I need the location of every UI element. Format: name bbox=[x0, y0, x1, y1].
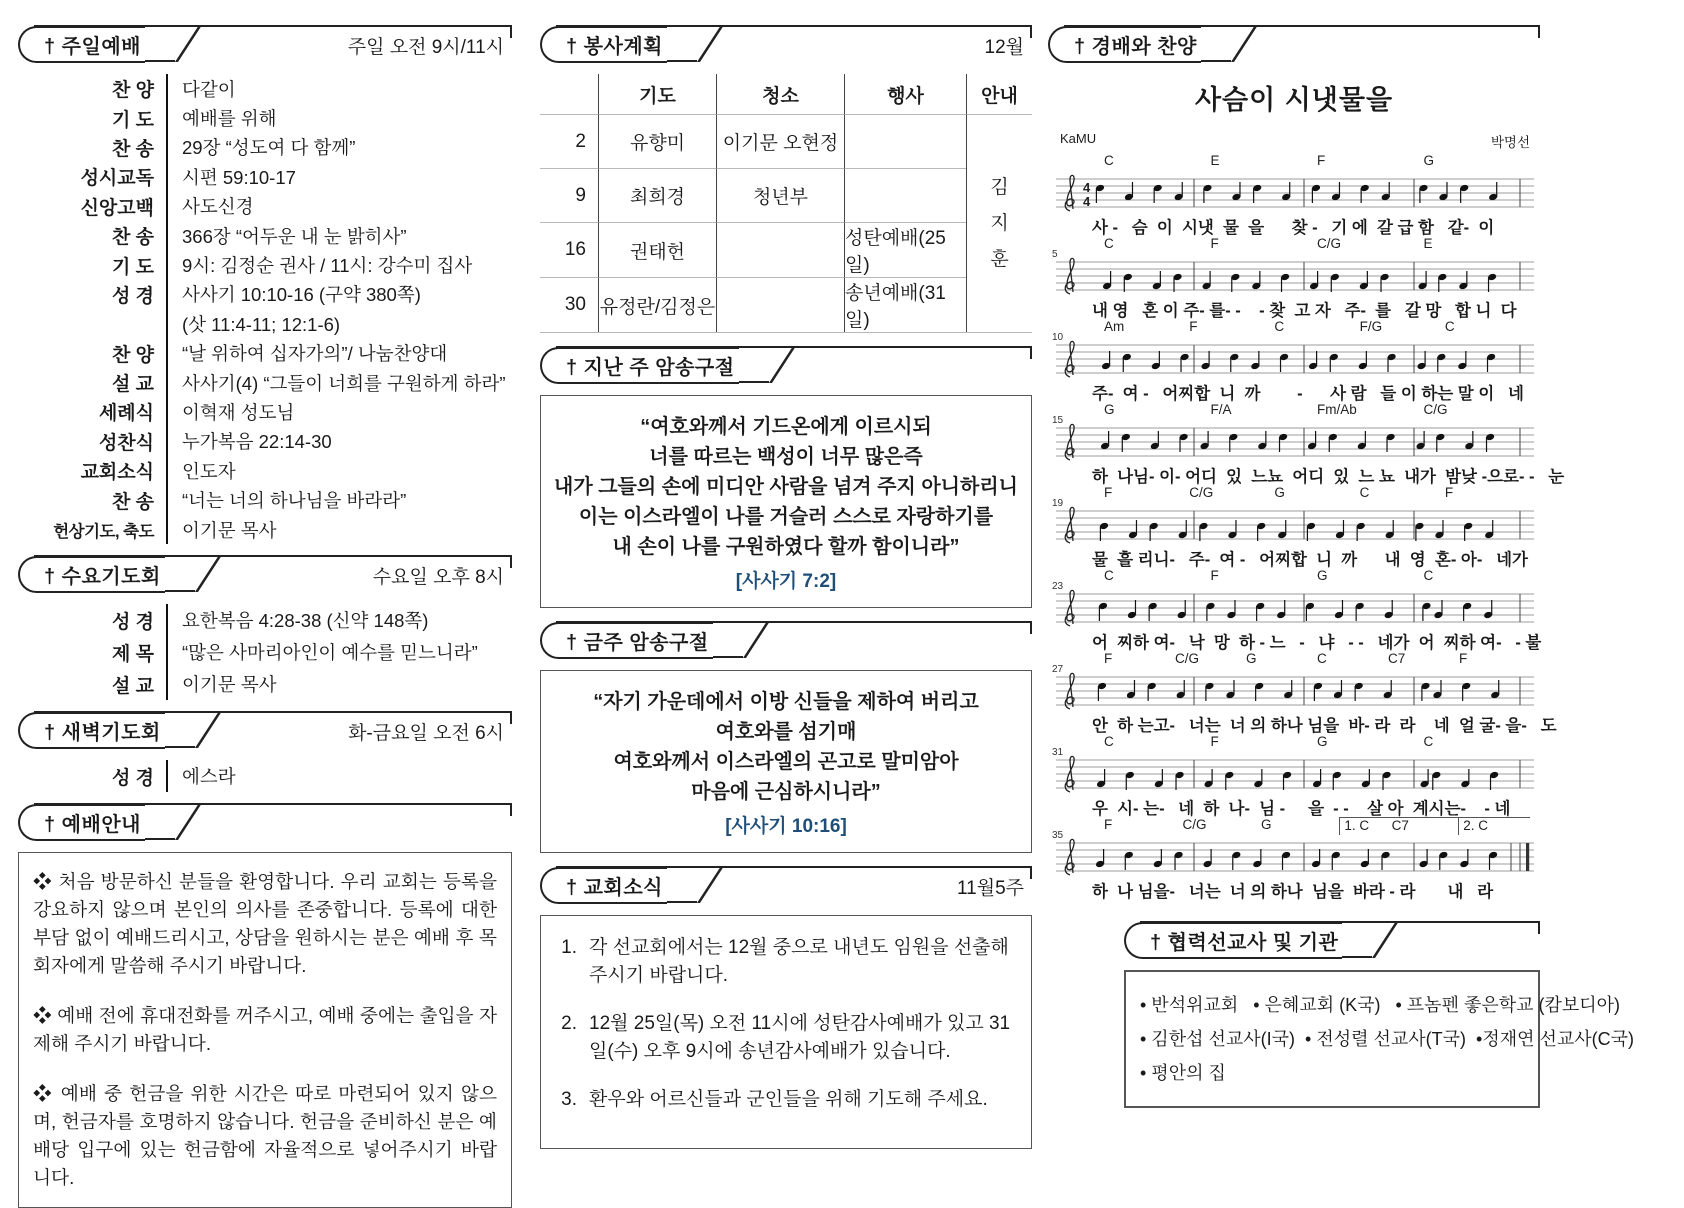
chord-row bbox=[1104, 734, 1530, 749]
mission-line: • 반석위교회 • 은혜교회 (K국) • 프놈펜 좋은학교 (캄보디아) bbox=[1140, 995, 1621, 1015]
order-value: 366장 “어두운 내 눈 밝히사” bbox=[182, 225, 407, 247]
order-label: 신앙고백 bbox=[18, 192, 168, 221]
order-label: 제 목 bbox=[18, 636, 168, 668]
dawn-prayer-time: 화-금요일 오전 6시 bbox=[348, 723, 504, 745]
chord: F bbox=[1459, 651, 1468, 666]
last-week-verse-header bbox=[540, 347, 1032, 387]
service-plan-table bbox=[540, 74, 1032, 333]
staff-notation bbox=[1056, 335, 1534, 381]
this-week-verse-box bbox=[540, 670, 1032, 853]
chord: C bbox=[1423, 734, 1434, 749]
column-right bbox=[1048, 26, 1635, 1108]
staff-notation bbox=[1056, 667, 1534, 713]
lyrics-line: 우 시- 는- 네 하 나- 님 - 을 - - 살 아 계시는- - 네 bbox=[1092, 800, 1511, 818]
staff-notation bbox=[1056, 501, 1534, 547]
order-value: 이혁재 성도님 bbox=[182, 401, 295, 423]
section-title: † 봉사계획 bbox=[566, 36, 663, 58]
section-title: † 협력선교사 및 기관 bbox=[1150, 932, 1339, 954]
chord: C bbox=[1444, 319, 1455, 334]
lyrics-line: 하 나 님을- 너는 너 의 하나 님을 바라 - 라 내 라 bbox=[1092, 883, 1494, 901]
verse-line: 내 손이 나를 구원하였다 할까 함이니라” bbox=[612, 536, 960, 558]
slash-decoration bbox=[175, 26, 201, 62]
chord-row bbox=[1104, 236, 1530, 251]
section-title: † 교회소식 bbox=[566, 877, 663, 899]
lyrics-line: 안 하 는고- 너는 너 의 하나 님을 바- 라 라 네 얼 굴- 을- 도 bbox=[1092, 717, 1557, 735]
chord: C bbox=[1104, 153, 1114, 168]
staff-system bbox=[1048, 817, 1540, 900]
table-cell-event bbox=[844, 114, 966, 168]
chord: F bbox=[1317, 153, 1326, 168]
chord: C/G bbox=[1182, 817, 1207, 832]
order-value: 요한복음 4:28-38 (신약 148쪽) bbox=[182, 610, 429, 632]
mission-section bbox=[1124, 922, 1635, 1108]
worship-guide-box bbox=[18, 852, 512, 1208]
church-news-header bbox=[540, 867, 1032, 907]
chord: G bbox=[1423, 153, 1435, 168]
order-value: “날 위하여 십자가의”/ 나눔찬양대 bbox=[182, 343, 448, 365]
news-item bbox=[555, 1086, 1015, 1114]
verse-reference: [사사기 7:2] bbox=[735, 571, 837, 592]
verse-line: 이는 이스라엘이 나를 거슬러 스스로 자랑하기를 bbox=[578, 506, 994, 528]
table-cell-date: 30 bbox=[540, 277, 598, 332]
song-credits bbox=[1048, 131, 1540, 153]
header-tick bbox=[1030, 621, 1032, 634]
chord: C bbox=[1317, 651, 1327, 666]
wednesday-prayer-time: 수요일 오후 8시 bbox=[372, 567, 504, 589]
staff-system bbox=[1048, 734, 1540, 817]
chord: F bbox=[1210, 734, 1219, 749]
volta-1: 1. C C7 bbox=[1339, 817, 1458, 835]
guide-paragraph: ❖ 예배 중 헌금을 위한 시간은 따로 마련되어 있지 않으며, 헌금자를 호명하지 않습니다. 헌금을 준비하신 분은 예배당 입구에 있는 헌금함에 자율적으로 넣어주시기 바랍니다. bbox=[33, 1083, 497, 1189]
guide-paragraph: ❖ 예배 전에 휴대전화를 꺼주시고, 예배 중에는 출입을 자제해 주시기 바랍니다. bbox=[33, 1005, 497, 1055]
news-number: 3. bbox=[561, 1089, 577, 1110]
column-middle bbox=[540, 26, 1032, 1149]
lyrics-line: 어 찌하 여- 낙 망 하 - 느 - 냐 - - 네가 어 찌하 여- - 불 bbox=[1092, 634, 1542, 652]
section-title: † 지난 주 암송구절 bbox=[566, 357, 735, 379]
header-gap bbox=[145, 804, 175, 840]
chord: F/A bbox=[1210, 402, 1232, 417]
slash-decoration bbox=[195, 712, 221, 748]
staff-notation bbox=[1056, 418, 1534, 464]
service-plan-month: 12월 bbox=[984, 37, 1024, 58]
header-tick bbox=[1538, 25, 1540, 38]
sunday-worship-time: 주일 오전 9시/11시 bbox=[347, 37, 504, 58]
lyrics-line: 주- 여 - 어찌합 니 까 - 사 람 들 이 하는 말 이 네 bbox=[1092, 385, 1524, 403]
table-cell-event: 성탄예배(25일) bbox=[844, 222, 966, 277]
sunday-order-table bbox=[18, 74, 512, 544]
chord: C/G bbox=[1189, 485, 1214, 500]
header-gap bbox=[165, 556, 195, 592]
order-value: 누가복음 22:14-30 bbox=[182, 431, 332, 453]
staff-system bbox=[1048, 402, 1565, 486]
this-week-verse-header bbox=[540, 622, 1032, 662]
chord: C7 bbox=[1388, 651, 1406, 666]
order-label: 성 경 bbox=[18, 760, 168, 792]
news-text: 12월 25일(목) 오전 11시에 성탄감사예배가 있고 31일(수) 오후 9시에 송년감사예배가 있습니다. bbox=[589, 1013, 1011, 1062]
header-gap bbox=[667, 867, 697, 903]
this-week-verse-tab bbox=[540, 622, 713, 659]
order-label bbox=[18, 309, 168, 338]
staff-notation bbox=[1056, 833, 1534, 879]
dawn-order-table bbox=[18, 760, 512, 792]
order-label: 찬 양 bbox=[18, 339, 168, 368]
church-news-box bbox=[540, 915, 1032, 1149]
header-gap bbox=[713, 622, 743, 658]
last-week-verse-tab bbox=[540, 347, 739, 384]
order-value: 시편 59:10-17 bbox=[182, 166, 296, 188]
song-credit-left: KaMU bbox=[1060, 131, 1097, 146]
chord: G bbox=[1317, 568, 1328, 583]
order-value: 에스라 bbox=[182, 766, 236, 788]
order-label: 헌상기도, 축도 bbox=[18, 515, 168, 544]
order-label: 기 도 bbox=[18, 250, 168, 279]
chord: C/G bbox=[1317, 236, 1342, 251]
chord: F bbox=[1104, 485, 1113, 500]
section-title: † 주일예배 bbox=[44, 36, 141, 58]
chord-row bbox=[1104, 651, 1530, 666]
column-header-pray: 기도 bbox=[598, 74, 716, 114]
measure-number: 31 bbox=[1052, 747, 1064, 758]
chord: C/G bbox=[1423, 402, 1448, 417]
staff-system bbox=[1048, 236, 1540, 319]
staff-notation bbox=[1056, 750, 1534, 796]
mission-header bbox=[1124, 922, 1540, 962]
column-left bbox=[18, 26, 512, 1208]
sunday-worship-header bbox=[18, 26, 512, 66]
chord: E bbox=[1423, 236, 1433, 251]
header-gap bbox=[1201, 26, 1231, 62]
chord: F bbox=[1210, 236, 1219, 251]
section-title: † 예배안내 bbox=[44, 814, 141, 837]
verse-line: “여호와께서 기드온에게 이르시되 bbox=[640, 416, 932, 438]
verse-line: 내가 그들의 손에 미디안 사람을 넘겨 주지 아니하리니 bbox=[554, 476, 1018, 498]
order-value: 9시: 김정순 권사 / 11시: 강수미 집사 bbox=[182, 255, 473, 277]
worship-guide-header bbox=[18, 804, 512, 844]
order-label: 찬 송 bbox=[18, 133, 168, 162]
chord-row bbox=[1104, 485, 1530, 500]
staff-notation bbox=[1056, 169, 1534, 215]
table-cell-event bbox=[844, 168, 966, 222]
chord: E bbox=[1210, 153, 1220, 168]
order-value: “많은 사마리아인이 예수를 믿느니라” bbox=[182, 642, 478, 664]
chord: Am bbox=[1104, 319, 1125, 334]
praise-tab bbox=[1048, 26, 1201, 63]
order-value: 인도자 bbox=[182, 460, 236, 482]
table-cell-date: 2 bbox=[540, 114, 598, 168]
chord: G bbox=[1104, 402, 1115, 417]
header-tick bbox=[510, 803, 512, 816]
slash-decoration bbox=[697, 26, 723, 62]
order-label: 찬 송 bbox=[18, 221, 168, 250]
verse-line: “자기 가운데에서 이방 신들을 제하여 버리고 bbox=[593, 691, 979, 713]
dawn-prayer-header bbox=[18, 712, 512, 752]
sunday-worship-tab bbox=[18, 26, 145, 63]
order-value: 이기문 목사 bbox=[182, 519, 277, 541]
slash-decoration bbox=[769, 347, 795, 383]
header-gap bbox=[667, 26, 697, 62]
service-plan-tab bbox=[540, 26, 667, 63]
wednesday-prayer-header bbox=[18, 556, 512, 596]
lyrics-line: 내 영 혼 이 주- 를- - - 찾 고 자 주- 를 갈 망 합 니 다 bbox=[1092, 302, 1517, 320]
order-label: 설 교 bbox=[18, 668, 168, 700]
measure-number: 35 bbox=[1052, 830, 1064, 841]
news-text: 환우와 어르신들과 군인들을 위해 기도해 주세요. bbox=[589, 1089, 988, 1110]
church-news-tab bbox=[540, 867, 667, 904]
lyrics-line: 하 나님- 이- 어디 있 느뇨 어디 있 느 뇨 내가 밤낮 -으로- - 눈 bbox=[1092, 468, 1565, 486]
svg-text:4: 4 bbox=[1083, 194, 1091, 209]
section-title: † 경배와 찬양 bbox=[1074, 36, 1197, 58]
order-value: (삿 11:4-11; 12:1-6) bbox=[182, 313, 341, 335]
staff-system bbox=[1048, 651, 1557, 735]
chord: F bbox=[1444, 485, 1454, 500]
chord-row bbox=[1104, 402, 1530, 417]
header-gap bbox=[145, 26, 175, 62]
chord-row bbox=[1104, 319, 1530, 334]
order-label: 기 도 bbox=[18, 103, 168, 132]
volta-2: 2. C bbox=[1458, 817, 1530, 835]
worship-guide-tab bbox=[18, 804, 145, 841]
table-cell-pray: 유정란/김정은 bbox=[598, 277, 716, 332]
verse-line: 마음에 근심하시니라” bbox=[691, 781, 881, 803]
column-header-date bbox=[540, 74, 598, 114]
order-value: 29장 “성도여 다 함께” bbox=[182, 137, 356, 159]
header-tick bbox=[1030, 346, 1032, 359]
measure-number: 19 bbox=[1052, 498, 1064, 509]
mission-box bbox=[1124, 970, 1635, 1108]
order-label: 설 교 bbox=[18, 368, 168, 397]
header-gap bbox=[739, 347, 769, 383]
chord: Fm/Ab bbox=[1317, 402, 1357, 417]
order-label: 찬 송 bbox=[18, 485, 168, 514]
slash-decoration bbox=[697, 867, 723, 903]
header-tick bbox=[1538, 921, 1540, 934]
order-value: 사사기 10:10-16 (구약 380쪽) bbox=[182, 284, 421, 306]
column-header-clean: 청소 bbox=[716, 74, 844, 114]
chord: F bbox=[1104, 651, 1113, 666]
staff-system bbox=[1048, 485, 1540, 568]
order-value: 사도신경 bbox=[182, 196, 254, 218]
table-cell-pray: 유향미 bbox=[598, 114, 716, 168]
slash-decoration bbox=[743, 622, 769, 658]
chord: C bbox=[1104, 236, 1114, 251]
order-label: 성시교독 bbox=[18, 162, 168, 191]
service-plan-header bbox=[540, 26, 1032, 66]
table-cell-event: 송년예배(31일) bbox=[844, 277, 966, 332]
staff-notation bbox=[1056, 584, 1534, 630]
section-title: † 새벽기도회 bbox=[44, 722, 161, 745]
header-gap bbox=[165, 712, 195, 748]
order-value: 다같이 bbox=[182, 78, 236, 100]
table-cell-pray: 최희경 bbox=[598, 168, 716, 222]
svg-text:4: 4 bbox=[1083, 180, 1091, 195]
chord: F bbox=[1210, 568, 1219, 583]
praise-header bbox=[1048, 26, 1540, 66]
chord: C/G bbox=[1175, 651, 1200, 666]
last-week-verse-box bbox=[540, 395, 1032, 608]
mission-tab bbox=[1124, 922, 1342, 959]
verse-line: 여호와께서 이스라엘의 곤고로 말미암아 bbox=[613, 751, 959, 773]
order-label: 교회소식 bbox=[18, 456, 168, 485]
chord: F bbox=[1104, 817, 1113, 832]
table-cell-clean bbox=[716, 222, 844, 277]
header-gap bbox=[1342, 922, 1372, 958]
measure-number: 15 bbox=[1052, 415, 1064, 426]
slash-decoration bbox=[1372, 922, 1398, 958]
news-item bbox=[555, 1010, 1015, 1066]
table-cell-clean: 이기문 오현정 bbox=[716, 114, 844, 168]
staff-system bbox=[1048, 568, 1540, 651]
sheet-music bbox=[1048, 78, 1565, 901]
slash-decoration bbox=[195, 556, 221, 592]
chord: C bbox=[1104, 568, 1114, 583]
order-value: 이기문 목사 bbox=[182, 674, 277, 696]
table-cell-pray: 권태헌 bbox=[598, 222, 716, 277]
verse-reference: [사사기 10:16] bbox=[725, 816, 847, 837]
measure-number: 23 bbox=[1052, 581, 1064, 592]
church-news-week: 11월5주 bbox=[957, 878, 1024, 899]
section-title: † 수요기도회 bbox=[44, 566, 161, 589]
chord: C bbox=[1104, 734, 1114, 749]
song-title: 사슴이 시냇물을 bbox=[1194, 85, 1394, 115]
slash-decoration bbox=[1231, 26, 1257, 62]
verse-line: 너를 따르는 백성이 너무 많은즉 bbox=[649, 446, 923, 468]
chord: G bbox=[1317, 734, 1328, 749]
column-header-event: 행사 bbox=[844, 74, 966, 114]
dawn-prayer-tab bbox=[18, 712, 165, 749]
song-credit-right: 박명선 bbox=[1490, 135, 1530, 150]
wednesday-prayer-tab bbox=[18, 556, 165, 593]
table-cell-clean: 청년부 bbox=[716, 168, 844, 222]
section-title: † 금주 암송구절 bbox=[566, 632, 709, 654]
table-cell-guide-name: 김지훈 bbox=[966, 114, 1032, 332]
order-label: 성 경 bbox=[18, 604, 168, 636]
chord: C bbox=[1274, 319, 1285, 334]
staff-system bbox=[1048, 319, 1540, 402]
mission-line: • 김한섭 선교사(I국) • 전성렬 선교사(T국) •정재연 선교사(C국) bbox=[1140, 1029, 1635, 1049]
chord: G bbox=[1274, 485, 1285, 500]
table-cell-date: 16 bbox=[540, 222, 598, 277]
chord: C bbox=[1423, 568, 1434, 583]
staff-system bbox=[1048, 153, 1540, 236]
table-cell-date: 9 bbox=[540, 168, 598, 222]
measure-number: 27 bbox=[1052, 664, 1064, 675]
order-value: “너는 너의 하나님을 바라라” bbox=[182, 490, 407, 512]
order-label: 성찬식 bbox=[18, 427, 168, 456]
table-cell-clean bbox=[716, 277, 844, 332]
order-label: 성 경 bbox=[18, 280, 168, 309]
chord-row bbox=[1104, 568, 1530, 583]
news-text: 각 선교회에서는 12월 중으로 내년도 임원을 선출해 주시기 바랍니다. bbox=[589, 937, 1009, 986]
measure-number: 5 bbox=[1052, 249, 1058, 260]
chord: G bbox=[1260, 817, 1272, 832]
verse-line: 여호와를 섬기매 bbox=[715, 721, 857, 743]
slash-decoration bbox=[175, 804, 201, 840]
news-number: 1. bbox=[561, 937, 577, 958]
guide-paragraph: ❖ 처음 방문하신 분들을 환영합니다. 우리 교회는 등록을 강요하지 않으며 본인의 의사를 존중합니다. 등록에 대한 부담 없이 예배드리시고, 상담을 원하시는 분은 예배 후 목회자에게 말씀해 주시기 바랍니다. bbox=[33, 871, 497, 977]
chord: C bbox=[1359, 485, 1370, 500]
chord-row bbox=[1104, 153, 1530, 168]
mission-line: • 평안의 집 bbox=[1140, 1063, 1226, 1083]
measure-number: 10 bbox=[1052, 332, 1064, 343]
order-label: 찬 양 bbox=[18, 74, 168, 103]
column-header-guide: 안내 bbox=[966, 74, 1032, 114]
staff-notation bbox=[1056, 252, 1534, 298]
lyrics-line: 물 흘 리니- 주- 여 - 어찌합 니 까 내 영 혼- 아- 네가 bbox=[1092, 551, 1528, 569]
chord: F/G bbox=[1359, 319, 1383, 334]
chord: F bbox=[1189, 319, 1198, 334]
order-value: 사사기(4) “그들이 너희를 구원하게 하라” bbox=[182, 372, 506, 394]
news-item bbox=[555, 934, 1015, 990]
chord: G bbox=[1246, 651, 1257, 666]
order-label: 세례식 bbox=[18, 397, 168, 426]
lyrics-line: 사 - 슴 이 시냇 물 을 찾 - 기 에 갈 급 함 같- 이 bbox=[1092, 219, 1495, 237]
news-number: 2. bbox=[561, 1013, 577, 1034]
wednesday-order-table bbox=[18, 604, 512, 700]
order-value: 예배를 위해 bbox=[182, 108, 277, 130]
